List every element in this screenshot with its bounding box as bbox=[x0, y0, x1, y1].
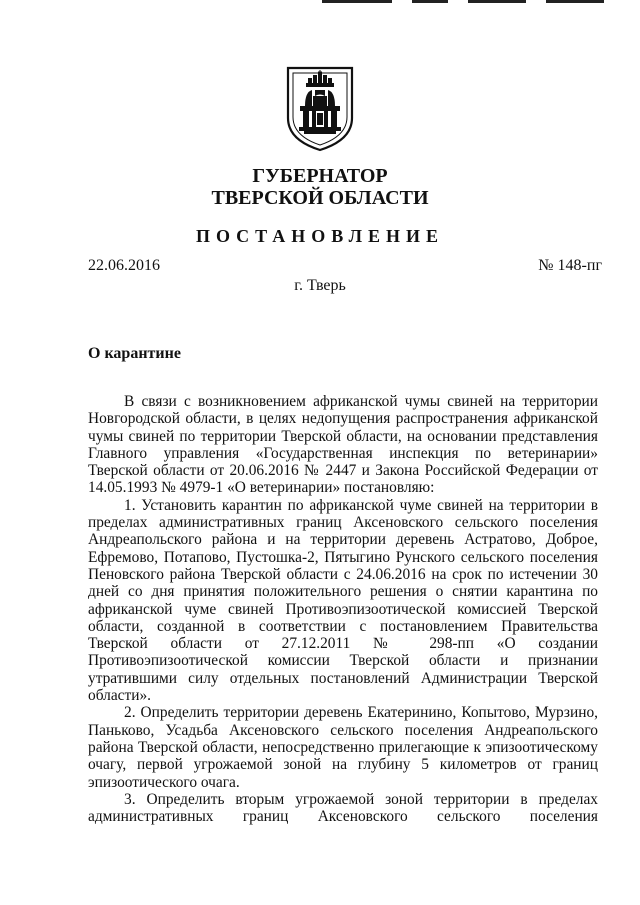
paragraph: В связи с возникновением африканской чумы свиней на территории Новгородской области, в целях недопущения распространения африканской чумы свиней по территории Тверской области, на основании представления Главного управления «Государственная инспекция по ветеринарии» Тверской области от 20.06.2016 № 2447 и Закона Российской Федерации от 14.05.1993 № 4979-1 «О ветеринарии» постановляю: bbox=[88, 393, 598, 497]
scan-mark bbox=[468, 0, 526, 3]
document-body bbox=[88, 393, 598, 825]
paragraph: 1. Установить карантин по африканской чуме свиней на территории в пределах административных границ Аксеновского сельского поселения Андреапольского района и на территории деревень Астратово, Доброе, Ефремово, Потапово, Пустошка-2, Пятыгино Рунского сельского поселения Пеновского района Тверской области с 24.06.2016 на срок по истечении 30 дней со дня принятия положительного решения о снятии карантина по африканской чуме свиней Противоэпизоотической комиссией Тверской области, созданной в соответствии с постановлением Правительства Тверской области от 27.12.2011 № 298-пп «О создании Противоэпизоотической комиссии Тверской области и признании утратившими силу отдельных постановлений Администрации Тверской области». bbox=[88, 496, 598, 705]
document-subject: О карантине bbox=[88, 345, 181, 362]
scan-mark bbox=[322, 0, 392, 3]
scan-mark bbox=[546, 0, 604, 3]
coat-of-arms-emblem bbox=[286, 66, 354, 152]
paragraph: 3. Определить вторым угрожаемой зоной территории в пределах административных границ Аксеновского сельского поселения bbox=[88, 790, 598, 826]
scan-mark bbox=[412, 0, 448, 3]
document-number: № 148-пг bbox=[538, 257, 602, 274]
issuer-title: ГУБЕРНАТОР bbox=[252, 165, 388, 187]
document-type: ПОСТАНОВЛЕНИЕ bbox=[195, 226, 445, 246]
paragraph: 2. Определить территории деревень Екатеринино, Копытово, Мурзино, Паньково, Усадьба Аксеновского сельского поселения Андреапольского района Тверской области, непосредственно прилегающие к эпизоотическому очагу, первой угрожаемой зоной на глубину 5 километров от границ эпизоотического очага. bbox=[88, 704, 598, 791]
document-city: г. Тверь bbox=[294, 277, 346, 294]
document-date: 22.06.2016 bbox=[88, 257, 160, 274]
issuer-region: ТВЕРСКОЙ ОБЛАСТИ bbox=[211, 187, 429, 209]
